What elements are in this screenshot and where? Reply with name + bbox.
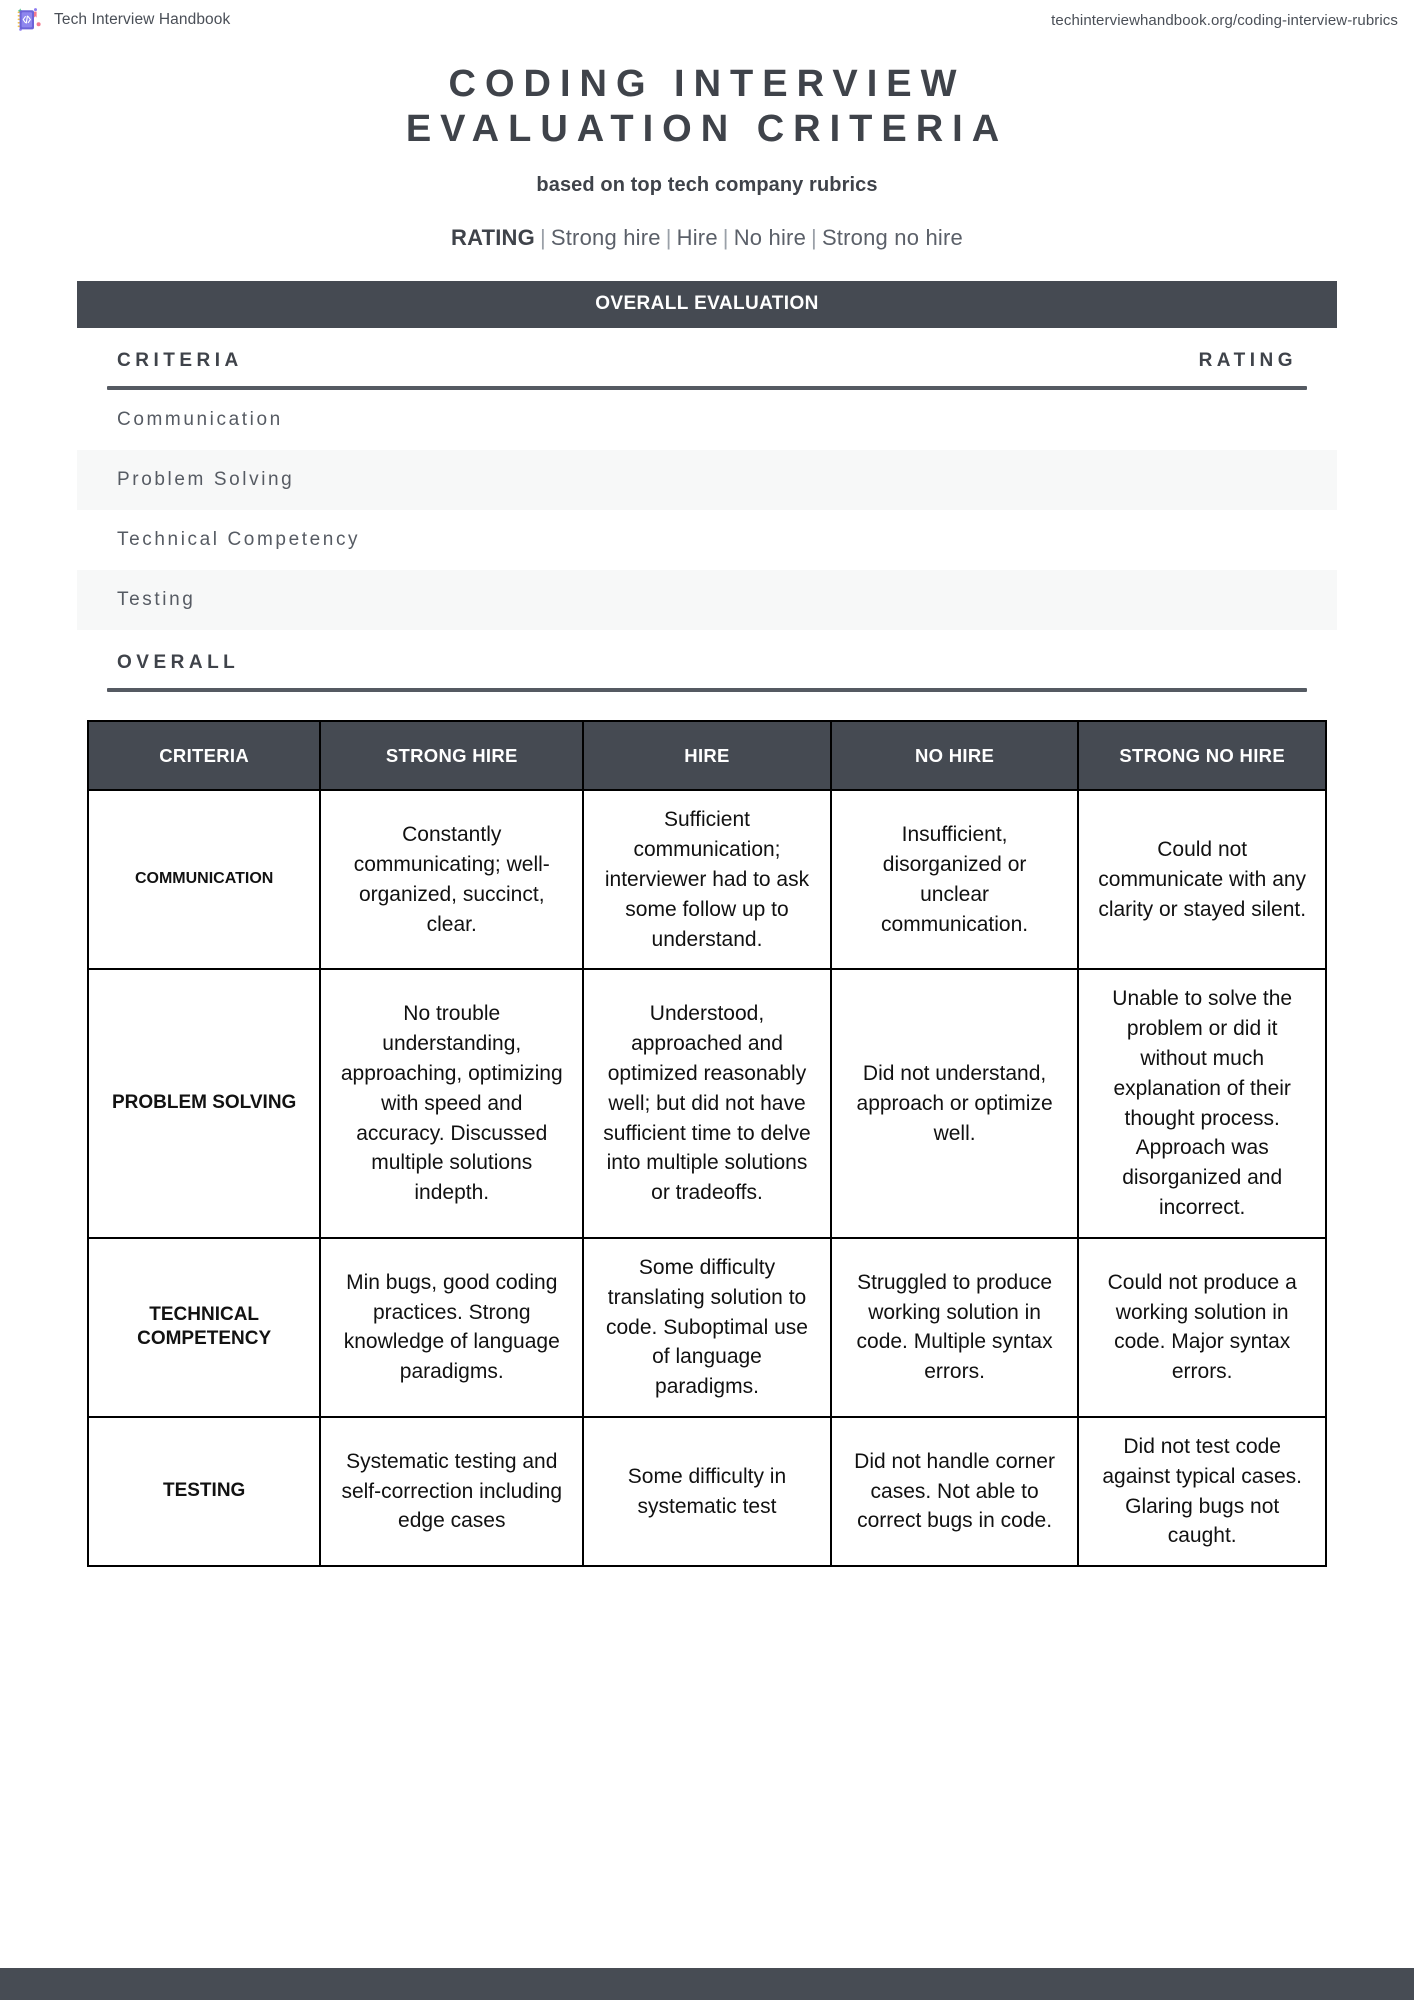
rating-separator: | [811, 224, 817, 250]
overall-divider [107, 688, 1307, 692]
row-criteria-label: Communication [117, 408, 283, 430]
page-subtitle: based on top tech company rubrics [536, 173, 878, 196]
rating-option-strong-hire: Strong hire [550, 224, 661, 250]
table-row [88, 790, 1326, 969]
rubric-cell-communication-strong-hire: Constantly communicating; well-organized, succinct, clear. [320, 790, 583, 969]
rubric-header-criteria: CRITERIA [88, 721, 320, 791]
rubric-cell-technical-competency-hire: Some difficulty translating solution to code. Suboptimal use of language paradigms. [583, 1238, 831, 1417]
table-row [88, 969, 1326, 1238]
rating-legend-label: RATING [451, 224, 535, 250]
rubric-cell-technical-competency-strong-hire: Min bugs, good coding practices. Strong knowledge of language paradigms. [320, 1238, 583, 1417]
row-criteria-label: Technical Competency [117, 528, 361, 550]
rubric-table-container [87, 720, 1327, 1568]
rubric-cell-problem-solving-hire: Understood, approached and optimized reasonably well; but did not have sufficient time to delve into multiple solutions or tradeoffs. [583, 969, 831, 1238]
rubric-table [87, 720, 1327, 1568]
table-row [88, 1417, 1326, 1566]
rating-legend [0, 225, 1414, 251]
top-bar [0, 0, 1414, 40]
rubric-cell-testing-hire: Some difficulty in systematic test [583, 1417, 831, 1566]
overall-evaluation-overall-label: OVERALL [117, 651, 240, 673]
rubric-row-criteria-testing: TESTING [88, 1417, 320, 1566]
site-url[interactable]: techinterviewhandbook.org/coding-interview-rubrics [1051, 11, 1398, 29]
brand-name: Tech Interview Handbook [54, 11, 231, 28]
rubric-cell-technical-competency-no-hire: Struggled to produce working solution in code. Multiple syntax errors. [831, 1238, 1079, 1417]
rubric-cell-communication-no-hire: Insufficient, disorganized or unclear communication. [831, 790, 1079, 969]
overall-evaluation-header-row [77, 328, 1337, 386]
rubric-header-strong-no-hire: STRONG NO HIRE [1078, 721, 1326, 791]
rubric-cell-problem-solving-strong-hire: No trouble understanding, approaching, optimizing with speed and accuracy. Discussed multiple solutions indepth. [320, 969, 583, 1238]
brand[interactable] [14, 5, 230, 35]
overall-evaluation-row-testing[interactable] [77, 570, 1337, 630]
rubric-cell-problem-solving-strong-no-hire: Unable to solve the problem or did it without much explanation of their thought process. Approach was disorganized and incorrect. [1078, 969, 1326, 1238]
rubric-row-criteria-technical-competency: TECHNICAL COMPETENCY [88, 1238, 320, 1417]
rating-option-hire: Hire [676, 224, 718, 250]
overall-evaluation-row-technical-competency[interactable] [77, 510, 1337, 570]
notebook-code-icon [14, 5, 44, 35]
rubric-cell-testing-no-hire: Did not handle corner cases. Not able to correct bugs in code. [831, 1417, 1079, 1566]
overall-evaluation-row-problem-solving[interactable] [77, 450, 1337, 510]
rubric-cell-problem-solving-no-hire: Did not understand, approach or optimize well. [831, 969, 1079, 1238]
rating-separator: | [665, 224, 672, 250]
rating-separator: | [722, 224, 729, 250]
row-criteria-label: Testing [117, 588, 196, 610]
rubric-cell-technical-competency-strong-no-hire: Could not produce a working solution in code. Major syntax errors. [1078, 1238, 1326, 1417]
rubric-row-criteria-communication: COMMUNICATION [88, 790, 320, 969]
overall-evaluation-banner: OVERALL EVALUATION [77, 281, 1337, 328]
overall-evaluation-col-criteria: CRITERIA [117, 349, 243, 371]
page-title-line-2: EVALUATION CRITERIA [405, 107, 1009, 150]
page-title-line-1: CODING INTERVIEW [448, 63, 966, 105]
rubric-header-hire: HIRE [583, 721, 831, 791]
rating-option-no-hire: No hire [733, 224, 807, 250]
rubric-header-no-hire: NO HIRE [831, 721, 1079, 791]
rubric-cell-communication-hire: Sufficient communication; interviewer had to ask some follow up to understand. [583, 790, 831, 969]
rubric-cell-communication-strong-no-hire: Could not communicate with any clarity or stayed silent. [1078, 790, 1326, 969]
rating-option-strong-no-hire: Strong no hire [821, 224, 963, 250]
rubric-row-criteria-problem-solving: PROBLEM SOLVING [88, 969, 320, 1238]
rubric-cell-testing-strong-hire: Systematic testing and self-correction including edge cases [320, 1417, 583, 1566]
row-criteria-label: Problem Solving [117, 468, 295, 490]
rubric-header-row [88, 721, 1326, 791]
overall-evaluation-col-rating: RATING [1198, 349, 1297, 371]
rating-separator: | [539, 224, 546, 250]
footer-bar [0, 1968, 1414, 2000]
page-header [0, 62, 1414, 251]
rubric-header-strong-hire: STRONG HIRE [320, 721, 583, 791]
rubric-cell-testing-strong-no-hire: Did not test code against typical cases. Glaring bugs not caught. [1078, 1417, 1326, 1566]
overall-evaluation-row-communication[interactable] [77, 390, 1337, 450]
overall-evaluation-section [77, 281, 1337, 692]
table-row [88, 1238, 1326, 1417]
